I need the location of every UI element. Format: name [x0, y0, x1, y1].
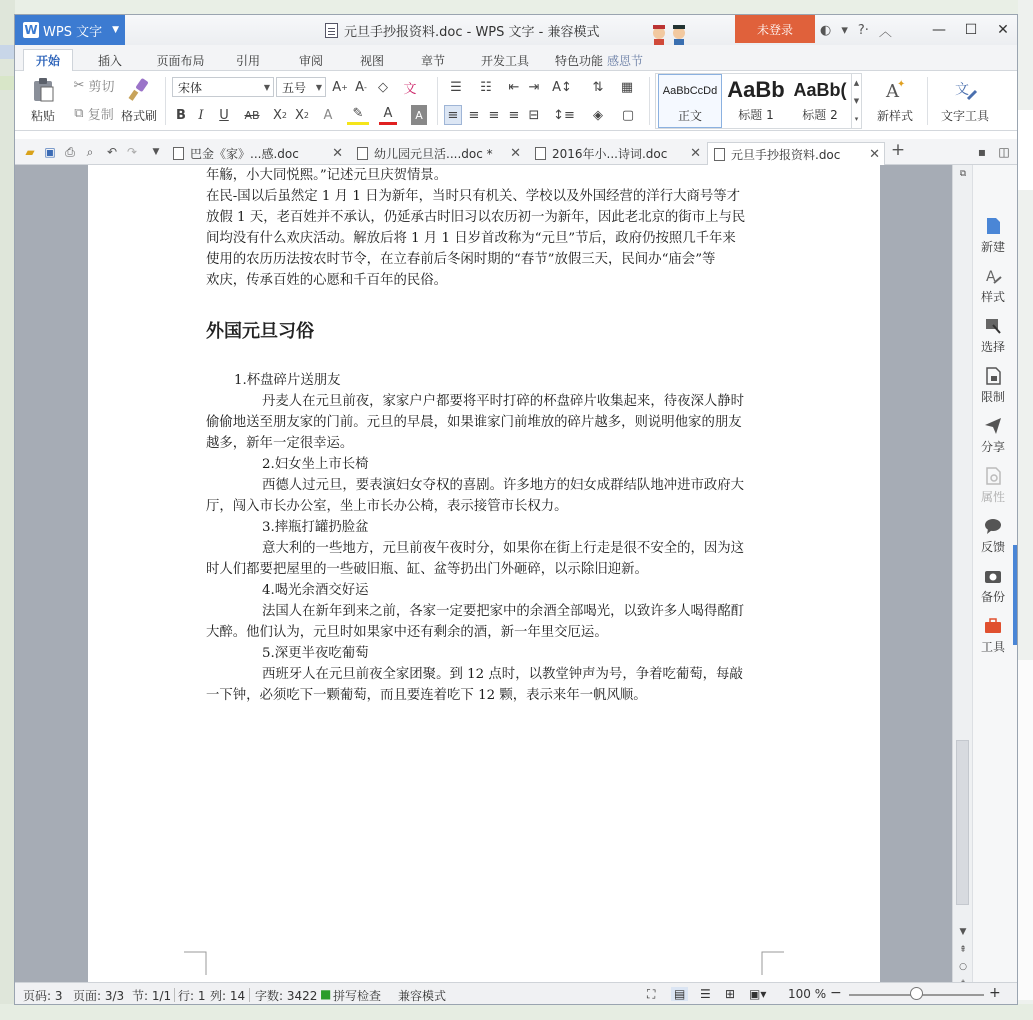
- panel-new[interactable]: [973, 217, 1013, 255]
- cut-label: 剪切: [88, 79, 115, 95]
- char-shading-icon[interactable]: A: [411, 105, 427, 125]
- web-view-icon[interactable]: ⊞: [725, 987, 736, 1001]
- zoom-in-icon[interactable]: +: [989, 985, 1001, 1001]
- paragraph-line: 间均没有什么欢庆活动。解放后将 1 月 1 日岁首改称为“元旦”节后，政府仍按照几千年来: [206, 231, 736, 246]
- paragraph-line: 时人们都要把屋里的一些破旧瓶、缸、盆等扔出门外砸碎，以示除旧迎新。: [206, 562, 648, 577]
- scroll-thumb[interactable]: [956, 740, 969, 905]
- underline-icon[interactable]: U: [219, 107, 229, 123]
- paragraph-line: 西班牙人在元旦前夜全家团聚。到 12 点时，以教堂钟声为号，争着吃葡萄，每敲: [262, 667, 743, 682]
- margin-marker: [760, 951, 784, 975]
- doc-tab-active[interactable]: [707, 142, 885, 165]
- new-doc-icon: [984, 217, 1002, 235]
- style-icon: [984, 267, 1002, 285]
- tab-thanksgiving[interactable]: 感恩节: [606, 53, 643, 68]
- backup-icon: [984, 567, 1002, 585]
- distribute-icon[interactable]: ⊟: [528, 107, 540, 123]
- font-name-select[interactable]: [172, 77, 274, 97]
- align-center-icon[interactable]: ≡: [468, 107, 480, 123]
- separator: [649, 77, 650, 125]
- char-scale-icon[interactable]: A↕: [552, 79, 572, 95]
- divider: [174, 988, 175, 1002]
- shirt-icon[interactable]: ▾: [841, 22, 848, 38]
- zoom-slider-knob[interactable]: [910, 987, 923, 1000]
- style-heading-2[interactable]: [788, 74, 852, 128]
- format-painter-label: 格式刷: [120, 109, 157, 123]
- numbered-list-icon[interactable]: ☷: [480, 79, 492, 95]
- brush-icon: [126, 77, 152, 103]
- cut-button[interactable]: [69, 75, 119, 95]
- list-item-title: 1.杯盘碎片送朋友: [234, 373, 341, 388]
- skin-icon[interactable]: ◐: [820, 22, 832, 38]
- tab-review[interactable]: 审阅: [298, 53, 323, 68]
- style-preview: AaBb(: [793, 79, 847, 100]
- tab-view[interactable]: 视图: [359, 53, 384, 68]
- close-tab-icon[interactable]: ✕: [332, 146, 343, 161]
- panel-share[interactable]: [973, 417, 1013, 455]
- split-icon[interactable]: ⧉: [959, 169, 967, 179]
- desktop-right: [1018, 0, 1033, 1020]
- desktop-bottom: [0, 1004, 1033, 1020]
- close-tab-icon[interactable]: ✕: [510, 146, 521, 161]
- borders-icon[interactable]: ▢: [621, 107, 635, 123]
- doc-tab[interactable]: [167, 142, 347, 165]
- panel-collapse-handle[interactable]: [1013, 545, 1018, 645]
- tab-menu-icon[interactable]: ◫: [998, 145, 1010, 159]
- vertical-scrollbar[interactable]: [952, 165, 972, 982]
- style-name: 正文: [677, 109, 702, 123]
- separator: [437, 77, 438, 125]
- share-icon: [984, 417, 1002, 435]
- separator: [165, 77, 166, 125]
- list-item-title: 5.深更半夜吃葡萄: [262, 646, 369, 661]
- decrease-indent-icon[interactable]: ⇤: [508, 79, 520, 95]
- login-button[interactable]: 未登录: [735, 15, 815, 43]
- style-name: 标题 2: [802, 108, 838, 122]
- separator: [927, 77, 928, 125]
- paragraph-line: 西德人过元旦，要表演妇女夺权的喜剧。许多地方的妇女成群结队地冲进市政府大: [262, 478, 745, 493]
- table-icon[interactable]: ▦: [620, 79, 634, 95]
- grow-font-icon[interactable]: A +: [332, 79, 348, 95]
- document-icon: [357, 147, 368, 160]
- format-painter-button[interactable]: [117, 77, 161, 124]
- full-screen-view-icon[interactable]: ⛶: [647, 987, 656, 1001]
- select-icon: [984, 317, 1002, 335]
- shrink-font-icon[interactable]: A -: [355, 79, 367, 95]
- copy-label: 复制: [87, 107, 114, 123]
- shading-icon[interactable]: ◈: [593, 107, 603, 123]
- panel-backup[interactable]: [973, 567, 1013, 605]
- spell-check-icon: ■: [320, 987, 332, 1001]
- highlight-icon[interactable]: ✎: [347, 105, 369, 125]
- svg-text:A: A: [986, 269, 996, 285]
- page-view-icon[interactable]: ▤: [671, 987, 688, 1001]
- new-style-icon: [882, 77, 908, 103]
- paragraph-line: 大醉。他们认为，元旦时如果家中还有剩余的酒，新一年里交厄运。: [206, 625, 608, 640]
- increase-indent-icon[interactable]: ⇥: [528, 79, 540, 95]
- status-column: 列: 14: [210, 989, 246, 1003]
- document-icon: [535, 147, 546, 160]
- panel-tools[interactable]: [973, 617, 1013, 655]
- svg-text:✦: ✦: [897, 79, 906, 90]
- zoom-out-icon[interactable]: −: [830, 985, 842, 1001]
- toolbox-icon: [984, 617, 1002, 635]
- quick-access-bar: [15, 139, 1018, 165]
- chevron-down-icon: ▼: [263, 83, 270, 92]
- doc-tab-label: 2016年小...诗词.doc: [552, 147, 668, 161]
- print-preview-icon[interactable]: ⌕: [86, 144, 94, 159]
- reading-view-icon[interactable]: ▣▾: [749, 987, 767, 1001]
- document-area: [15, 165, 952, 982]
- app-name: WPS 文字: [43, 24, 103, 40]
- panel-label: 新建: [980, 240, 1005, 254]
- style-heading-1[interactable]: [724, 74, 788, 128]
- status-bar: [15, 982, 1018, 1005]
- copy-icon: ⧉: [74, 105, 84, 121]
- scroll-down-icon[interactable]: ▼: [959, 927, 967, 937]
- copy-button[interactable]: [69, 103, 119, 123]
- paragraph-line: 在民-国以后虽然定 1 月 1 日为新年，当时只有机关、学校以及外国经营的洋行大商号等才: [206, 189, 741, 204]
- section-heading: 外国元旦习俗: [206, 321, 314, 342]
- bullet-list-icon[interactable]: ☰: [450, 79, 462, 95]
- style-preview: AaBb: [727, 77, 785, 102]
- ribbon-tabs: [15, 45, 1018, 71]
- paragraph-line: 放假 1 天，老百姓并不承认，仍延承古时旧习以农历初一为新年，因此老北京的街市上与民: [206, 210, 746, 225]
- tab-special[interactable]: 特色功能: [554, 53, 603, 68]
- collapse-icon[interactable]: ︿: [878, 24, 892, 40]
- wps-window: [14, 14, 1018, 1005]
- margin-marker: [184, 951, 208, 975]
- status-word-count[interactable]: 字数: 3422: [255, 989, 318, 1003]
- svg-text:文: 文: [955, 82, 969, 98]
- new-style-button[interactable]: [867, 77, 923, 124]
- panel-label: 样式: [980, 290, 1005, 304]
- doc-tab-label: 幼儿园元旦活....doc *: [374, 147, 493, 161]
- redo-icon[interactable]: ↷: [126, 145, 138, 159]
- chevron-down-icon: ▼: [315, 83, 322, 92]
- paragraph-line: 越多，新年一定很幸运。: [206, 436, 354, 451]
- svg-text:A: A: [886, 81, 899, 102]
- restrict-icon: [984, 367, 1002, 385]
- paragraph-line: 法国人在新年到来之前，各家一定要把家中的余酒全部喝光，以致许多人喝得酩酊: [262, 604, 745, 619]
- home-toolbar: [15, 71, 1018, 131]
- panel-label: 备份: [980, 590, 1005, 604]
- strikethrough-icon[interactable]: AB: [244, 108, 260, 122]
- font-size-value: 五号: [282, 80, 307, 95]
- tab-page-layout[interactable]: 页面布局: [156, 53, 205, 68]
- panel-restrict[interactable]: [973, 367, 1013, 405]
- tab-section[interactable]: 章节: [420, 53, 445, 68]
- paragraph-line: 偷偷地送至朋友家的门前。元旦的早晨，如果谁家门前堆放的碎片越多，则说明他家的朋友: [206, 415, 742, 430]
- phonetic-icon[interactable]: 文: [403, 81, 417, 97]
- window-controls: [923, 15, 1018, 45]
- desktop-left: [0, 0, 15, 1020]
- window-title-text: 元旦手抄报资料.doc - WPS 文字 - 兼容模式: [344, 24, 600, 40]
- paragraph-line: 丹麦人在元旦前夜，家家户户都要将平时打碎的杯盘碎片收集起来，待夜深人静时: [262, 394, 745, 409]
- panel-style[interactable]: [973, 267, 1013, 305]
- text-effect-icon[interactable]: A: [323, 107, 333, 123]
- panel-label: 反馈: [980, 540, 1005, 554]
- close-tab-icon[interactable]: ✕: [869, 146, 880, 162]
- paragraph-line: 年觞，小大同悦熙。”记述元旦庆贺情景。: [206, 168, 448, 183]
- list-item-title: 4.喝光余酒交好运: [262, 583, 369, 598]
- panel-select[interactable]: [973, 317, 1013, 355]
- text-tools-label: 文字工具: [940, 109, 989, 123]
- task-panel: [972, 165, 1018, 982]
- paragraph-line: 意大利的一些地方，元旦前夜午夜时分，如果你在街上行走是很不安全的，因为这: [262, 541, 745, 556]
- font-color-icon[interactable]: A: [379, 105, 397, 125]
- print-icon[interactable]: ⎙: [65, 144, 75, 159]
- maximize-icon[interactable]: ☐: [964, 22, 978, 38]
- panel-properties[interactable]: [973, 467, 1013, 505]
- doc-tab-label: 巴金《家》...感.doc: [190, 147, 299, 161]
- panel-label: 工具: [980, 640, 1005, 654]
- line-spacing-icon[interactable]: ↕≡: [553, 107, 575, 123]
- status-compat-mode: 兼容模式: [398, 989, 447, 1003]
- status-spell-check[interactable]: 拼写检查: [333, 989, 382, 1003]
- superscript-icon[interactable]: X 2: [273, 107, 287, 123]
- clipboard-icon: [30, 77, 56, 103]
- panel-feedback[interactable]: [973, 517, 1013, 555]
- status-section: 节: 1/1: [132, 989, 172, 1003]
- doc-tab-label: 元旦手抄报资料.doc: [731, 147, 841, 162]
- paragraph-line: 一下钟，必须吃下一颗葡萄，而且要连着吃下 12 颗，表示来年一帆风顺。: [206, 688, 647, 703]
- title-bar: [15, 15, 1018, 45]
- list-item-title: 2.妇女坐上市长椅: [262, 457, 369, 472]
- font-size-select[interactable]: [276, 77, 326, 97]
- italic-icon[interactable]: I: [198, 107, 204, 123]
- tab-references[interactable]: 引用: [235, 53, 260, 68]
- feedback-icon: [984, 517, 1002, 535]
- help-icon[interactable]: ?·: [857, 22, 869, 38]
- style-gallery: [655, 73, 862, 129]
- new-style-label: 新样式: [876, 109, 913, 123]
- doc-tab[interactable]: [529, 142, 705, 165]
- new-tab-icon[interactable]: +: [890, 140, 906, 160]
- divider: [249, 988, 250, 1002]
- sort-icon[interactable]: ⇅: [592, 79, 604, 95]
- justify-icon[interactable]: ≡: [508, 107, 520, 123]
- app-menu-button[interactable]: [15, 15, 125, 45]
- minimize-icon[interactable]: —: [932, 22, 946, 38]
- status-pages[interactable]: 页面: 3/3: [73, 989, 125, 1003]
- save-icon[interactable]: ▣: [44, 145, 56, 159]
- scissors-icon: ✂: [73, 77, 85, 93]
- panel-label: 属性: [980, 490, 1005, 504]
- wps-logo-icon: W: [24, 23, 38, 37]
- list-item-title: 3.摔瓶打罐扔脸盆: [262, 520, 369, 535]
- style-name: 标题 1: [738, 108, 774, 122]
- status-page-number: 页码: 3: [23, 989, 63, 1003]
- clear-format-icon[interactable]: ◇: [378, 79, 388, 95]
- document-icon: [325, 23, 338, 38]
- panel-label: 分享: [980, 440, 1005, 454]
- window-title: [325, 15, 599, 45]
- paste-label: 粘贴: [30, 109, 55, 123]
- tab-list-icon[interactable]: ▪: [977, 145, 987, 159]
- tab-home[interactable]: 开始: [23, 49, 73, 71]
- font-name-value: 宋体: [178, 80, 203, 95]
- zoom-level[interactable]: 100 %: [788, 987, 827, 1001]
- tab-insert[interactable]: 插入: [97, 53, 122, 68]
- document-page[interactable]: [88, 165, 880, 982]
- panel-label: 限制: [980, 390, 1005, 404]
- text-tools-icon: [952, 77, 978, 103]
- prev-page-icon[interactable]: ⇞: [959, 945, 967, 955]
- title-tools: [820, 15, 892, 45]
- doc-tab[interactable]: [351, 142, 525, 165]
- style-preview: AaBbCcDd: [662, 85, 718, 97]
- style-scroll[interactable]: ▲ ▼ ▾: [851, 74, 861, 128]
- undo-icon[interactable]: ↶: [106, 145, 118, 159]
- tab-developer[interactable]: 开发工具: [480, 53, 529, 68]
- properties-icon: [984, 467, 1002, 485]
- paragraph-line: 使用的农历历法按农时节令，在立春前后冬闲时期的“春节”放假三天，民间办“庙会”等: [206, 252, 716, 267]
- paste-button[interactable]: [23, 77, 63, 124]
- align-right-icon[interactable]: ≡: [488, 107, 500, 123]
- align-left-icon[interactable]: ≡: [444, 105, 462, 125]
- text-tools-button[interactable]: [933, 77, 997, 124]
- quick-access-dropdown-icon[interactable]: ▼: [152, 147, 160, 157]
- close-tab-icon[interactable]: ✕: [690, 146, 701, 161]
- panel-label: 选择: [980, 340, 1005, 354]
- subscript-icon[interactable]: X 2: [295, 107, 309, 123]
- close-icon[interactable]: ✕: [997, 22, 1009, 38]
- document-icon: [714, 148, 725, 161]
- document-icon: [173, 147, 184, 160]
- outline-view-icon[interactable]: ☰: [700, 987, 711, 1001]
- paragraph-line: 欢庆，传承百姓的心愿和千百年的民俗。: [206, 273, 448, 288]
- open-icon[interactable]: ▰: [25, 145, 35, 159]
- chevron-down-icon: ▼: [112, 25, 119, 35]
- style-normal[interactable]: [658, 74, 722, 128]
- status-row: 行: 1: [178, 989, 206, 1003]
- browse-object-icon[interactable]: ○: [959, 962, 967, 972]
- paragraph-line: 厅，闯入市长办公室，坐上市长办公椅，表示接管市长权力。: [206, 499, 568, 514]
- bold-icon[interactable]: B: [176, 107, 186, 123]
